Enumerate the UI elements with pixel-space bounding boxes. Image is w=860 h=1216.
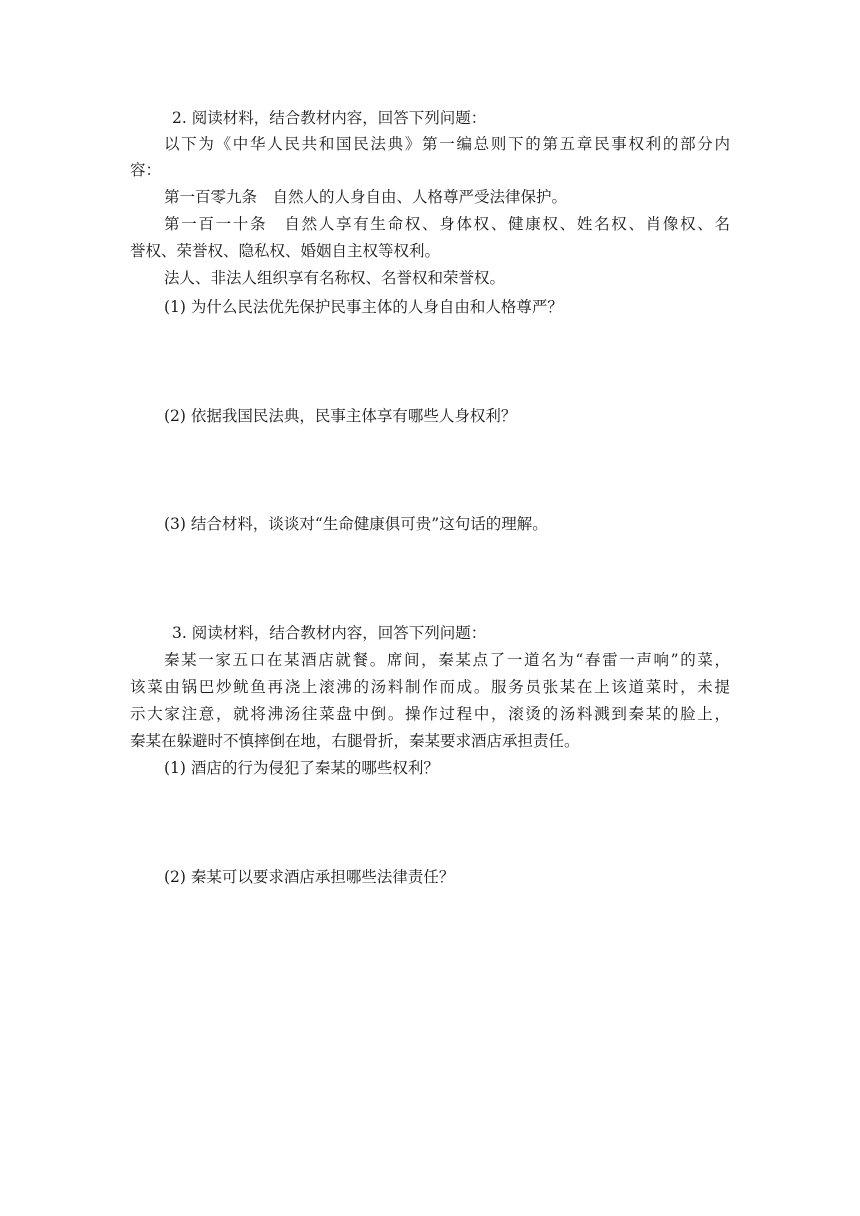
legal-persons-clause: 法人、非法人组织享有名称权、名誉权和荣誉权。 [164, 269, 506, 287]
question-2-intro-cont: 容： [130, 161, 162, 179]
question-3-material-cont-3: 秦某在躲避时不慎摔倒在地，右腿骨折，秦某要求酒店承担责任。 [130, 732, 580, 750]
article-110-cont: 誉权、荣誉权、隐私权、婚姻自主权等权利。 [130, 242, 441, 260]
question-3-sub-1: (1) 酒店的行为侵犯了秦某的哪些权利？ [164, 759, 439, 777]
question-2-sub-2: (2) 依据我国民法典，民事主体享有哪些人身权利？ [164, 407, 517, 425]
question-3-material: 秦某一家五口在某酒店就餐。席间，秦某点了一道名为“春雷一声响”的菜， [164, 651, 730, 669]
article-110: 第一百一十条 自然人享有生命权、身体权、健康权、姓名权、肖像权、名 [164, 215, 730, 233]
question-3-material-cont-2: 示大家注意，就将沸汤往菜盘中倒。操作过程中，滚烫的汤料溅到秦某的脸上， [130, 705, 730, 723]
question-2-heading: 2. 阅读材料，结合教材内容，回答下列问题： [172, 109, 487, 127]
question-2-intro: 以下为《中华人民共和国民法典》第一编总则下的第五章民事权利的部分内 [164, 135, 730, 153]
question-2-sub-1: (1) 为什么民法优先保护民事主体的人身自由和人格尊严？ [164, 298, 563, 316]
question-3-heading: 3. 阅读材料，结合教材内容，回答下列问题： [172, 624, 487, 642]
article-109: 第一百零九条 自然人的人身自由、人格尊严受法律保护。 [164, 188, 568, 206]
question-2-sub-3: (3) 结合材料，谈谈对“生命健康俱可贵”这句话的理解。 [164, 515, 548, 533]
question-3-material-cont-1: 该菜由锅巴炒鱿鱼再浇上滚沸的汤料制作而成。服务员张某在上该道菜时，未提 [130, 678, 730, 696]
question-3-sub-2: (2) 秦某可以要求酒店承担哪些法律责任？ [164, 868, 455, 886]
